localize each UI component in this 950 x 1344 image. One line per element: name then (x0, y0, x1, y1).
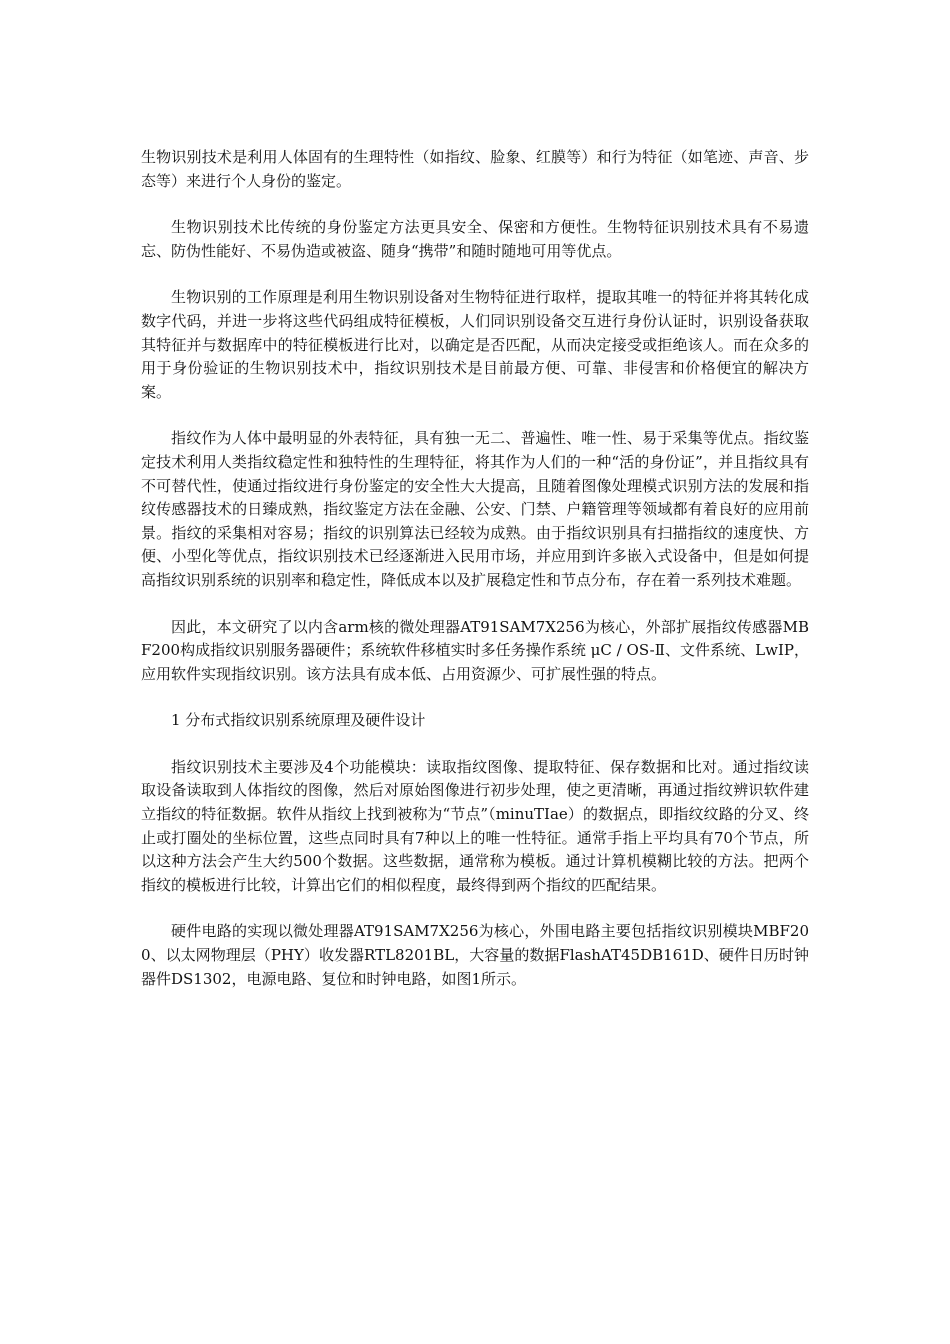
paragraph-biometrics-definition: 生物识别技术是利用人体固有的生理特性（如指纹、脸象、红膜等）和行为特征（如笔迹、声音、步态等）来进行个人身份的鉴定。 (141, 148, 809, 190)
section-heading: 1 分布式指纹识别系统原理及硬件设计 (171, 711, 426, 730)
paragraph-biometrics-advantages: 生物识别技术比传统的身份鉴定方法更具安全、保密和方便性。生物特征识别技术具有不易遗忘、防伪性能好、不易伪造或被盗、随身“携带”和随时随地可用等优点。 (141, 218, 809, 260)
paragraph-hardware-circuit: 硬件电路的实现以微处理器AT91SAM7X256为核心，外围电路主要包括指纹识别模块MBF200、以太网物理层（PHY）收发器RTL8201BL，大容量的数据FlashAT45DB161D、硬件日历时钟器件DS1302，电源电路、复位和时钟电路，如图1所示。 (141, 922, 809, 988)
document-body (141, 146, 809, 1014)
paragraph-working-principle: 生物识别的工作原理是利用生物识别设备对生物特征进行取样，提取其唯一的特征并将其转化成数字代码，并进一步将这些代码组成特征模板，人们同识别设备交互进行身份认证时，识别设备获取其特征并与数据库中的特征模板进行比对，以确定是否匹配，从而决定接受或拒绝该人。而在众多的用于身份验证的生物识别技术中，指纹识别技术是目前最方便、可靠、非侵害和价格便宜的解决方案。 (141, 288, 809, 401)
paragraph-fingerprint-features: 指纹作为人体中最明显的外表特征，具有独一无二、普遍性、唯一性、易于采集等优点。指纹鉴定技术利用人类指纹稳定性和独特性的生理特征，将其作为人们的一种“活的身份证”，并且指纹具有不可替代性，使通过指纹进行身份鉴定的安全性大大提高，且随着图像处理模式识别方法的发展和指纹传感器技术的日臻成熟，指纹鉴定方法在金融、公安、门禁、户籍管理等领域都有着良好的应用前景。指纹的采集相对容易；指纹的识别算法已经较为成熟。由于指纹识别具有扫描指纹的速度快、方便、小型化等优点，指纹识别技术已经逐渐进入民用市场，并应用到许多嵌入式设备中，但是如何提高指纹识别系统的识别率和稳定性，降低成本以及扩展稳定性和节点分布，存在着一系列技术难题。 (141, 429, 809, 589)
paragraph-research-summary: 因此，本文研究了以内含arm核的微处理器AT91SAM7X256为核心，外部扩展指纹传感器MBF200构成指纹识别服务器硬件；系统软件移植实时多任务操作系统 μC / OS-Ⅱ、文件系统、LwIP，应用软件实现指纹识别。该方法具有成本低、占用资源少、可扩展性强的特点。 (141, 617, 809, 683)
paragraph-recognition-modules: 指纹识别技术主要涉及4个功能模块：读取指纹图像、提取特征、保存数据和比对。通过指纹读取设备读取到人体指纹的图像，然后对原始图像进行初步处理，使之更清晰，再通过指纹辨识软件建立指纹的特征数据。软件从指纹上找到被称为“节点”（minuTIae）的数据点，即指纹纹路的分叉、终止或打圈处的坐标位置，这些点同时具有7种以上的唯一性特征。通常手指上平均具有70个节点，所以这种方法会产生大约500个数据。这些数据，通常称为模板。通过计算机模糊比较的方法。把两个指纹的模板进行比较，计算出它们的相似程度，最终得到两个指纹的匹配结果。 (141, 757, 809, 894)
